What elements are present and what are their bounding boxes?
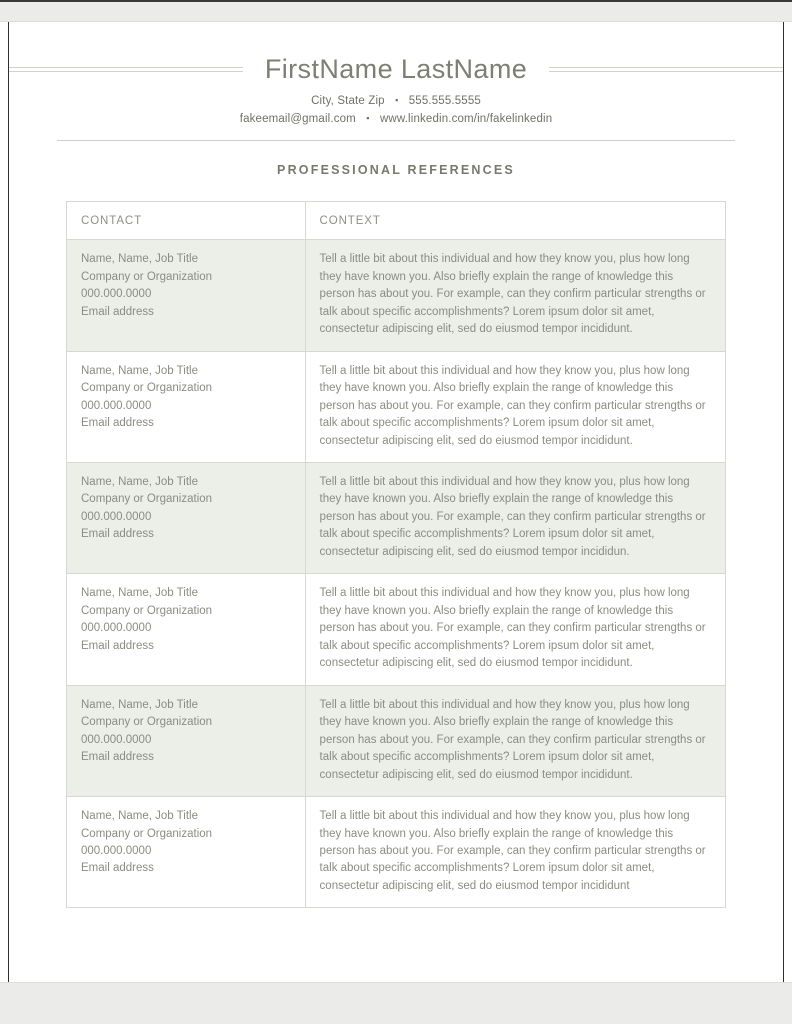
contact-email[interactable]: fakeemail@gmail.com — [239, 112, 356, 125]
reference-contact-cell — [67, 351, 306, 462]
reference-email: Email address — [81, 639, 154, 652]
reference-phone: 000.000.0000 — [81, 733, 152, 746]
reference-context-cell: Tell a little bit about this individual and how they know you, plus how long they have known you. Also briefly explain the range of knowledge this person has about you. For example, can they confirm particular strengths or talk about specific accomplishments? Lorem ipsum dolor sit amet, consectetur adipiscing elit, sed do eiusmod tempor incididunt — [305, 797, 725, 908]
reference-email: Email address — [81, 862, 154, 875]
reference-phone: 000.000.0000 — [81, 399, 152, 412]
reference-name-title: Name, Name, Job Title — [81, 698, 198, 711]
reference-email: Email address — [81, 417, 154, 430]
reference-name-title: Name, Name, Job Title — [81, 253, 198, 266]
reference-contact-cell — [67, 574, 306, 685]
reference-phone: 000.000.0000 — [81, 510, 152, 523]
reference-email: Email address — [81, 305, 154, 318]
contact-phone: 555.555.5555 — [408, 94, 481, 107]
bullet-separator-icon: ▪ — [366, 112, 370, 123]
contact-info — [9, 93, 783, 129]
reference-contact-cell — [67, 797, 306, 908]
table-row — [67, 574, 726, 685]
reference-name-title: Name, Name, Job Title — [81, 476, 198, 488]
reference-organization: Company or Organization — [81, 493, 213, 506]
reference-context-cell: Tell a little bit about this individual and how they know you, plus how long they have known you. Also briefly explain the range of knowledge this person has about you. For example, can they confirm particular strengths or talk about specific accomplishments? Lorem ipsum dolor sit amet, consectetur adipiscing elit, sed do eiusmod tempor incididunt. — [305, 574, 725, 685]
reference-name-title: Name, Name, Job Title — [81, 810, 198, 823]
contact-location: City, State Zip — [311, 94, 385, 107]
references-table-wrapper — [66, 201, 726, 908]
header-divider — [57, 140, 735, 141]
resume-page — [9, 23, 783, 981]
reference-contact-cell — [67, 240, 306, 351]
reference-organization: Company or Organization — [81, 270, 213, 283]
section-title-professional-references: PROFESSIONAL REFERENCES — [277, 163, 515, 178]
reference-context-cell: Tell a little bit about this individual and how they know you, plus how long they have known you. Also briefly explain the range of knowledge this person has about you. For example, can they confirm particular strengths or talk about specific accomplishments? Lorem ipsum dolor sit amet, consectetur adipiscing elit, sed do eiusmod tempor incididunt. — [305, 351, 725, 462]
contact-line-email-linkedin — [9, 111, 783, 129]
reference-context-cell: Tell a little bit about this individual and how they know you, plus how long they have known you. Also briefly explain the range of knowledge this person has about you. For example, can they confirm particular strengths or talk about specific accomplishments? Lorem ipsum dolor sit amet, consectetur adipiscing elit, sed do eiusmod tempor incididun. — [305, 463, 725, 574]
table-row — [67, 797, 726, 908]
page-top-band — [0, 0, 792, 22]
bullet-separator-icon: ▪ — [395, 94, 399, 105]
page-title: FirstName LastName — [264, 54, 528, 84]
references-table — [66, 201, 726, 908]
table-row — [67, 463, 726, 574]
reference-email: Email address — [81, 751, 154, 764]
table-row — [67, 685, 726, 796]
reference-email: Email address — [81, 528, 154, 541]
reference-organization: Company or Organization — [81, 716, 213, 729]
header-rule-right-decoration — [549, 67, 783, 73]
reference-contact-cell — [67, 463, 306, 574]
reference-context-cell: Tell a little bit about this individual and how they know you, plus how long they have known you. Also briefly explain the range of knowledge this person has about you. For example, can they confirm particular strengths or talk about specific accomplishments? Lorem ipsum dolor sit amet, consectetur adipiscing elit, sed do eiusmod tempor incididunt. — [305, 240, 725, 351]
table-row — [67, 240, 726, 351]
contact-line-location-phone — [9, 93, 783, 111]
page-bottom-band — [0, 982, 792, 1024]
page-edge-right — [783, 22, 784, 982]
reference-phone: 000.000.0000 — [81, 844, 152, 857]
reference-organization: Company or Organization — [81, 827, 213, 840]
column-header-context: CONTEXT — [305, 202, 725, 240]
contact-linkedin[interactable]: www.linkedin.com/in/fakelinkedin — [379, 112, 553, 125]
reference-contact-cell — [67, 685, 306, 796]
reference-phone: 000.000.0000 — [81, 622, 152, 635]
resume-header — [9, 23, 783, 141]
reference-organization: Company or Organization — [81, 382, 213, 395]
table-head — [67, 202, 726, 240]
table-header-row — [67, 202, 726, 240]
reference-phone: 000.000.0000 — [81, 288, 152, 301]
table-row — [67, 351, 726, 462]
reference-organization: Company or Organization — [81, 604, 213, 617]
table-body — [67, 240, 726, 908]
header-rule-left-decoration — [9, 67, 243, 73]
reference-context-cell: Tell a little bit about this individual and how they know you, plus how long they have known you. Also briefly explain the range of knowledge this person has about you. For example, can they confirm particular strengths or talk about specific accomplishments? Lorem ipsum dolor sit amet, consectetur adipiscing elit, sed do eiusmod tempor incididunt. — [305, 685, 725, 796]
reference-name-title: Name, Name, Job Title — [81, 587, 198, 600]
column-header-contact: CONTACT — [67, 202, 306, 240]
name-row — [9, 55, 783, 85]
reference-name-title: Name, Name, Job Title — [81, 364, 198, 377]
